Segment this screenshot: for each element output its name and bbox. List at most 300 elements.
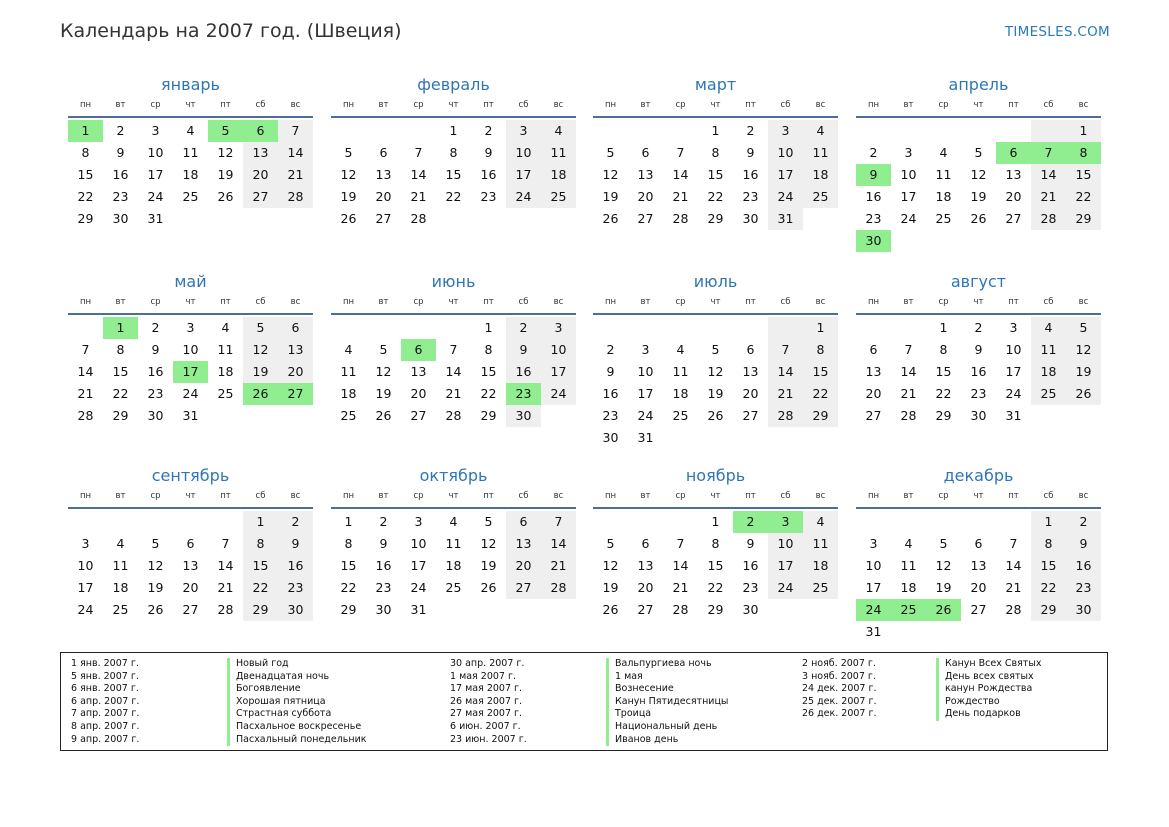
day-cell: 14 [445, 364, 462, 379]
day-cell: 1 [711, 514, 720, 529]
day-cell: 12 [970, 167, 987, 182]
day-cell: 5 [606, 536, 615, 551]
day-cell: 5 [484, 514, 493, 529]
week-row [68, 405, 313, 427]
week-row [68, 186, 313, 208]
day-cell: 8 [803, 339, 838, 361]
month-9 [68, 465, 313, 621]
day-cell: 23 [1066, 577, 1101, 599]
empty-cell [1066, 621, 1101, 643]
empty-cell [68, 511, 103, 533]
empty-cell [1031, 621, 1066, 643]
day-cell: 12 [602, 167, 619, 182]
weekday-label: вс [815, 100, 826, 110]
day-cell: 21 [1005, 580, 1022, 595]
brand-link[interactable]: TIMESLES.COM [1004, 24, 1110, 40]
day-cell: 28 [672, 211, 689, 226]
day-cell: 5 [711, 342, 720, 357]
day-cell: 18 [935, 189, 952, 204]
day-cell: 14 [768, 361, 803, 383]
empty-cell [208, 208, 243, 230]
empty-cell [996, 120, 1031, 142]
day-cell: 23 [112, 189, 129, 204]
weekday-label: сб [518, 297, 529, 307]
empty-cell [278, 208, 313, 230]
day-cell: 22 [707, 580, 724, 595]
weekday-label: вт [115, 491, 126, 501]
legend-holiday-date: 26 дек. 2007 г. [802, 708, 877, 720]
day-cell: 26 [375, 408, 392, 423]
day-cell: 30 [375, 602, 392, 617]
day-cell: 25 [803, 186, 838, 208]
empty-cell [471, 599, 506, 621]
week-row [68, 577, 313, 599]
empty-cell [436, 599, 471, 621]
empty-cell [926, 230, 961, 252]
day-cell: 16 [506, 361, 541, 383]
legend-holiday-date: 26 мая 2007 г. [450, 695, 523, 707]
day-cell: 10 [1005, 342, 1022, 357]
day-cell: 25 [672, 408, 689, 423]
day-cell: 12 [375, 364, 392, 379]
day-cell: 29 [340, 602, 357, 617]
day-cell: 2 [484, 123, 493, 138]
weekday-label: вт [903, 491, 914, 501]
weekday-label: вт [640, 297, 651, 307]
day-cell: 8 [939, 342, 948, 357]
month-name: март [694, 75, 737, 94]
day-cell: 12 [602, 558, 619, 573]
week-row [593, 164, 838, 186]
day-cell: 10 [506, 142, 541, 164]
day-cell: 28 [541, 577, 576, 599]
week-row [331, 555, 576, 577]
empty-cell [593, 317, 628, 339]
empty-cell [208, 405, 243, 427]
day-cell: 12 [707, 364, 724, 379]
day-cell: 24 [768, 186, 803, 208]
week-row [68, 120, 313, 142]
month-6 [331, 271, 576, 427]
day-cell: 27 [865, 408, 882, 423]
weekday-label: вс [290, 297, 301, 307]
day-cell: 4 [116, 536, 125, 551]
day-cell: 2 [151, 320, 160, 335]
day-cell: 20 [637, 580, 654, 595]
day-cell: 19 [340, 189, 357, 204]
day-cell: 15 [1031, 555, 1066, 577]
empty-cell [541, 208, 576, 230]
day-cell: 3 [506, 120, 541, 142]
day-cell: 22 [77, 189, 94, 204]
day-cell: 8 [711, 145, 720, 160]
day-cell: 20 [970, 580, 987, 595]
day-cell: 17 [410, 558, 427, 573]
day-cell: 12 [935, 558, 952, 573]
weekday-label: вс [553, 297, 564, 307]
weekday-label: чт [973, 491, 984, 501]
week-row [856, 533, 1101, 555]
day-cell: 28 [77, 408, 94, 423]
day-cell: 7 [768, 339, 803, 361]
weekday-label: пн [342, 491, 355, 501]
day-cell: 26 [970, 211, 987, 226]
month-name: декабрь [943, 466, 1014, 485]
day-cell: 26 [480, 580, 497, 595]
day-cell: 18 [803, 164, 838, 186]
month-2 [331, 74, 576, 230]
empty-cell [1031, 120, 1066, 142]
day-cell: 6 [243, 120, 278, 142]
day-cell: 18 [672, 386, 689, 401]
day-cell: 11 [803, 142, 838, 164]
day-cell: 6 [401, 339, 436, 361]
weekday-label: вт [378, 297, 389, 307]
legend-holiday-name: Пасхальный понедельник [227, 734, 367, 747]
weekday-label: чт [185, 491, 196, 501]
week-row [856, 186, 1101, 208]
day-cell: 15 [803, 361, 838, 383]
day-cell: 10 [637, 364, 654, 379]
day-cell: 23 [147, 386, 164, 401]
weekday-label: вс [290, 100, 301, 110]
day-cell: 2 [278, 511, 313, 533]
empty-cell [926, 621, 961, 643]
legend-holiday-name: 1 мая [606, 671, 728, 684]
day-cell: 27 [278, 383, 313, 405]
day-cell: 22 [445, 189, 462, 204]
day-cell: 13 [506, 533, 541, 555]
day-cell: 13 [970, 558, 987, 573]
day-cell: 25 [891, 599, 926, 621]
day-cell: 20 [375, 189, 392, 204]
day-cell: 14 [1005, 558, 1022, 573]
empty-cell [506, 208, 541, 230]
weekday-label: вс [553, 491, 564, 501]
day-cell: 15 [112, 364, 129, 379]
empty-cell [173, 511, 208, 533]
day-cell: 30 [856, 230, 891, 252]
week-row [331, 339, 576, 361]
empty-cell [803, 427, 838, 449]
day-cell: 12 [243, 339, 278, 361]
day-cell: 12 [340, 167, 357, 182]
weekday-header [593, 489, 838, 509]
day-cell: 21 [445, 386, 462, 401]
day-cell: 21 [900, 386, 917, 401]
week-row [68, 555, 313, 577]
day-cell: 10 [541, 339, 576, 361]
day-cell: 28 [410, 211, 427, 226]
day-cell: 17 [541, 361, 576, 383]
legend-holiday-name: Иванов день [606, 734, 728, 747]
day-cell: 28 [900, 408, 917, 423]
day-cell: 5 [344, 145, 353, 160]
day-cell: 25 [182, 189, 199, 204]
day-cell: 28 [217, 602, 234, 617]
empty-cell [68, 317, 103, 339]
legend-holiday-name: Пасхальное воскресенье [227, 721, 367, 734]
legend-holiday-name: Хорошая пятница [227, 696, 367, 709]
day-cell: 13 [278, 339, 313, 361]
day-cell: 6 [974, 536, 983, 551]
day-cell: 3 [1009, 320, 1018, 335]
day-cell: 23 [278, 577, 313, 599]
month-5 [68, 271, 313, 427]
day-cell: 28 [768, 405, 803, 427]
month-name: апрель [948, 75, 1009, 94]
day-cell: 19 [217, 167, 234, 182]
weekday-label: чт [185, 297, 196, 307]
week-row [856, 555, 1101, 577]
weekday-label: пн [604, 100, 617, 110]
day-cell: 31 [1005, 408, 1022, 423]
weekday-label: вс [1078, 491, 1089, 501]
day-cell: 2 [1066, 511, 1101, 533]
week-row [331, 599, 576, 621]
day-cell: 31 [865, 624, 882, 639]
weekday-label: чт [710, 100, 721, 110]
week-row [593, 208, 838, 230]
day-cell: 17 [637, 386, 654, 401]
weekday-label: вс [815, 297, 826, 307]
weekday-label: пт [483, 491, 494, 501]
day-cell: 15 [243, 555, 278, 577]
day-cell: 10 [182, 342, 199, 357]
empty-cell [243, 208, 278, 230]
day-cell: 17 [506, 164, 541, 186]
day-cell: 7 [904, 342, 913, 357]
empty-cell [593, 511, 628, 533]
day-cell: 21 [77, 386, 94, 401]
legend-holiday-name: Богоявление [227, 683, 367, 696]
legend-holiday-date: 6 апр. 2007 г. [71, 695, 140, 707]
day-cell: 25 [803, 577, 838, 599]
day-cell: 27 [742, 408, 759, 423]
day-cell: 15 [1066, 164, 1101, 186]
day-cell: 6 [641, 145, 650, 160]
day-cell: 25 [935, 211, 952, 226]
day-cell: 11 [1031, 339, 1066, 361]
legend-holiday-date: 9 апр. 2007 г. [71, 733, 140, 745]
weekday-label: ср [150, 100, 161, 110]
empty-cell [401, 317, 436, 339]
weekday-label: чт [973, 297, 984, 307]
day-cell: 7 [278, 120, 313, 142]
empty-cell [1066, 230, 1101, 252]
day-cell: 16 [865, 189, 882, 204]
day-cell: 23 [742, 580, 759, 595]
day-cell: 22 [112, 386, 129, 401]
weekday-header [331, 489, 576, 509]
empty-cell [541, 599, 576, 621]
empty-cell [733, 317, 768, 339]
day-cell: 30 [742, 211, 759, 226]
weekday-label: сб [255, 491, 266, 501]
day-cell: 1 [344, 514, 353, 529]
day-cell: 16 [970, 364, 987, 379]
month-12 [856, 465, 1101, 643]
empty-cell [891, 230, 926, 252]
day-cell: 14 [672, 558, 689, 573]
day-cell: 5 [151, 536, 160, 551]
weekday-label: вс [1078, 297, 1089, 307]
legend-holiday-name: канун Рождества [936, 683, 1041, 696]
empty-cell [436, 317, 471, 339]
empty-cell [856, 120, 891, 142]
week-row [856, 621, 1101, 643]
legend-holiday-name: Двенадцатая ночь [227, 671, 367, 684]
weekday-header [856, 489, 1101, 509]
weekday-label: сб [780, 100, 791, 110]
day-cell: 20 [742, 386, 759, 401]
day-cell: 3 [904, 145, 913, 160]
day-cell: 20 [637, 189, 654, 204]
empty-cell [1031, 405, 1066, 427]
day-cell: 14 [410, 167, 427, 182]
day-cell: 13 [742, 364, 759, 379]
day-cell: 23 [375, 580, 392, 595]
weekday-label: вс [815, 491, 826, 501]
day-cell: 28 [1031, 208, 1066, 230]
day-cell: 21 [278, 164, 313, 186]
day-cell: 19 [243, 361, 278, 383]
day-cell: 29 [1066, 208, 1101, 230]
legend-holiday-name: Канун Всех Святых [936, 658, 1041, 671]
day-cell: 4 [803, 511, 838, 533]
month-7 [593, 271, 838, 449]
day-cell: 9 [151, 342, 160, 357]
week-row [331, 142, 576, 164]
weekday-label: вт [115, 100, 126, 110]
day-cell: 19 [970, 189, 987, 204]
day-cell: 19 [480, 558, 497, 573]
day-cell: 2 [116, 123, 125, 138]
empty-cell [996, 230, 1031, 252]
day-cell: 9 [116, 145, 125, 160]
day-cell: 21 [768, 383, 803, 405]
weekday-label: чт [710, 297, 721, 307]
day-cell: 14 [900, 364, 917, 379]
day-cell: 16 [480, 167, 497, 182]
day-cell: 29 [707, 602, 724, 617]
day-cell: 27 [637, 211, 654, 226]
day-cell: 19 [1066, 361, 1101, 383]
day-cell: 20 [1005, 189, 1022, 204]
week-row [68, 208, 313, 230]
day-cell: 9 [606, 364, 615, 379]
weekday-label: вт [640, 491, 651, 501]
weekday-label: ср [150, 491, 161, 501]
day-cell: 21 [541, 555, 576, 577]
day-cell: 30 [970, 408, 987, 423]
day-cell: 1 [1066, 120, 1101, 142]
day-cell: 4 [676, 342, 685, 357]
weekday-label: пн [867, 100, 880, 110]
day-cell: 1 [711, 123, 720, 138]
empty-cell [891, 511, 926, 533]
day-cell: 2 [733, 511, 768, 533]
day-cell: 31 [768, 208, 803, 230]
day-cell: 5 [606, 145, 615, 160]
weekday-label: пн [79, 100, 92, 110]
day-cell: 15 [445, 167, 462, 182]
weekday-label: ср [675, 297, 686, 307]
day-cell: 3 [414, 514, 423, 529]
day-cell: 18 [445, 558, 462, 573]
day-cell: 13 [410, 364, 427, 379]
day-cell: 10 [768, 533, 803, 555]
week-row [856, 405, 1101, 427]
month-10 [331, 465, 576, 621]
empty-cell [733, 427, 768, 449]
day-cell: 31 [182, 408, 199, 423]
day-cell: 8 [484, 342, 493, 357]
day-cell: 16 [112, 167, 129, 182]
day-cell: 24 [77, 602, 94, 617]
empty-cell [663, 511, 698, 533]
week-row [331, 405, 576, 427]
day-cell: 17 [147, 167, 164, 182]
day-cell: 11 [935, 167, 952, 182]
empty-cell [803, 599, 838, 621]
day-cell: 26 [217, 189, 234, 204]
day-cell: 29 [707, 211, 724, 226]
day-cell: 4 [904, 536, 913, 551]
day-cell: 9 [506, 339, 541, 361]
day-cell: 4 [939, 145, 948, 160]
day-cell: 1 [939, 320, 948, 335]
day-cell: 6 [506, 511, 541, 533]
legend-holiday-name: Рождество [936, 696, 1041, 709]
day-cell: 3 [541, 317, 576, 339]
legend-holiday-date: 17 мая 2007 г. [450, 683, 523, 695]
day-cell: 2 [379, 514, 388, 529]
legend-holiday-date: 2 нояб. 2007 г. [802, 658, 876, 669]
weekday-header [68, 489, 313, 509]
day-cell: 13 [375, 167, 392, 182]
day-cell: 3 [186, 320, 195, 335]
weekday-label: пт [1008, 100, 1019, 110]
day-cell: 15 [707, 558, 724, 573]
empty-cell [768, 317, 803, 339]
weekday-label: вс [553, 100, 564, 110]
weekday-label: пт [220, 491, 231, 501]
weekday-label: пт [483, 297, 494, 307]
empty-cell [891, 120, 926, 142]
weekday-label: пт [745, 491, 756, 501]
weekday-label: вс [290, 491, 301, 501]
day-cell: 18 [340, 386, 357, 401]
day-cell: 7 [1009, 536, 1018, 551]
day-cell: 7 [676, 536, 685, 551]
empty-cell [366, 120, 401, 142]
month-name: февраль [417, 75, 490, 94]
day-cell: 7 [1031, 142, 1066, 164]
day-cell: 3 [768, 511, 803, 533]
week-row [593, 142, 838, 164]
legend-names-col-3 [936, 658, 1041, 721]
day-cell: 6 [746, 342, 755, 357]
day-cell: 30 [1066, 599, 1101, 621]
week-row [593, 339, 838, 361]
day-cell: 8 [243, 533, 278, 555]
day-cell: 26 [602, 602, 619, 617]
week-row [593, 405, 838, 427]
weekday-label: вт [640, 100, 651, 110]
weekday-label: ср [413, 100, 424, 110]
day-cell: 27 [182, 602, 199, 617]
